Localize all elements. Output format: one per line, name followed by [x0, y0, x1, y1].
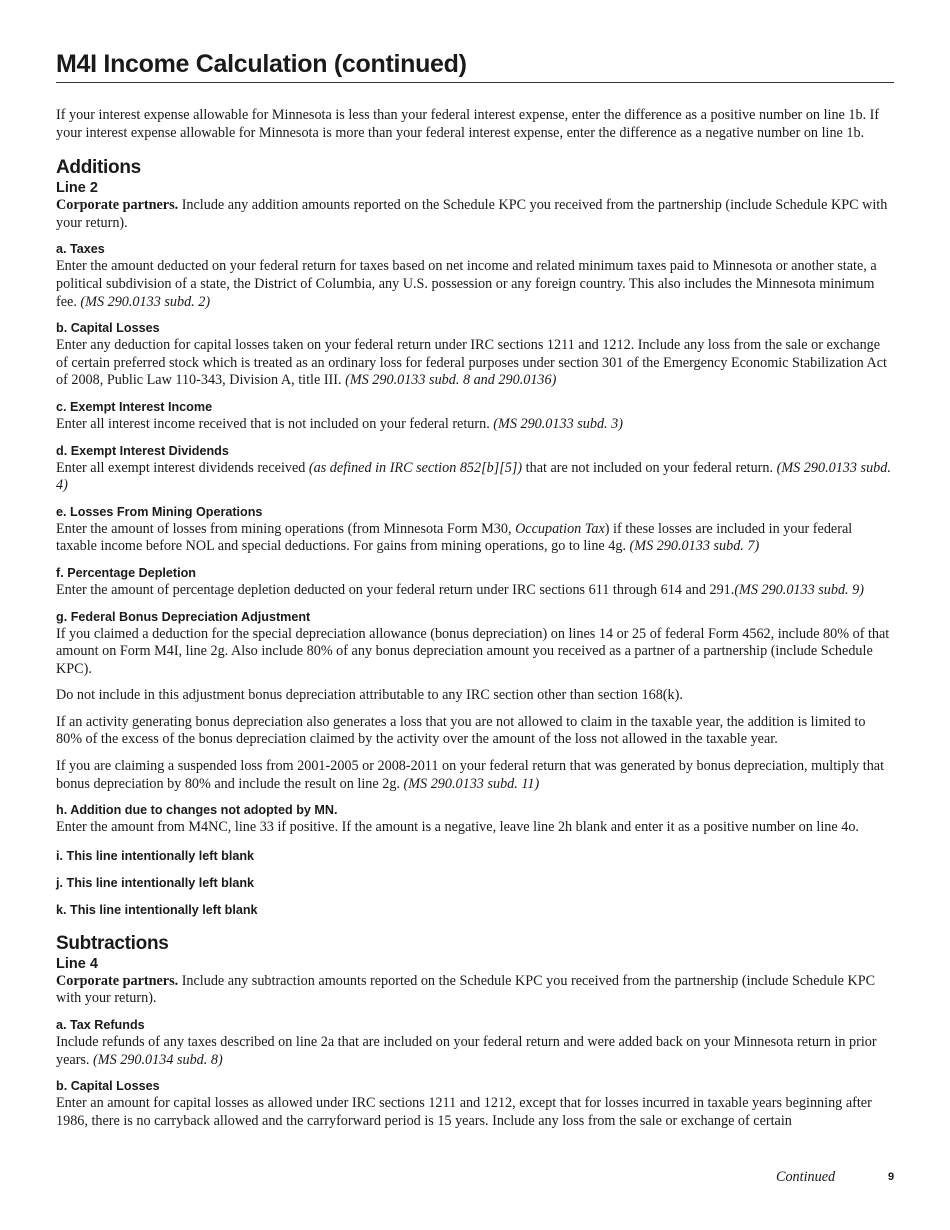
line-2a-heading: a. Taxes	[56, 242, 105, 257]
line-2d-text: Enter all exempt interest dividends received (as defined in IRC section 852[b][5]) that are not included on your federal return. (MS 290.0133 subd. 4)	[56, 459, 891, 494]
line-2g-heading: g. Federal Bonus Depreciation Adjustment	[56, 609, 311, 624]
line-2a-text: Enter the amount deducted on your federal return for taxes based on net income and related minimum taxes paid to Minnesota or another state, a political subdivision of a state, the District of Columbia, any U.S. possession or any foreign country. This also includes the Minnesota minimum fee. (MS 290.0133 subd. 2)	[56, 258, 877, 310]
additions-corporate-partners: Corporate partners. Include any addition amounts reported on the Schedule KPC you received from the partnership (include Schedule KPC with your return).	[56, 197, 888, 231]
additions-heading: Additions	[56, 157, 141, 179]
line-2f-text: Enter the amount of percentage depletion deducted on your federal return under IRC sections 611 through 614 and 291.(MS 290.0133 subd. 9)	[56, 581, 864, 598]
line-4b-heading: b. Capital Losses	[56, 1079, 160, 1094]
corporate-partners-lead: Corporate partners.	[56, 972, 179, 989]
citation: (MS 290.0133 subd. 2)	[80, 293, 211, 310]
page-number: 9	[888, 1171, 895, 1183]
intro-paragraph: If your interest expense allowable for Minnesota is less than your federal interest expense, enter the difference as a positive number on line 1b. If your interest expense allowable for Minnesota is more than your federal interest expense, enter the difference as a negative number on line 1b.	[56, 107, 880, 141]
citation: (MS 290.0134 subd. 8)	[93, 1051, 223, 1068]
additions-line-label: Line 2	[56, 180, 98, 197]
citation: (MS 290.0133 subd. 7)	[629, 538, 760, 555]
line-2b-heading: b. Capital Losses	[56, 321, 160, 336]
line-2i-heading: i. This line intentionally left blank	[56, 848, 255, 863]
continued-label: Continued	[776, 1169, 836, 1185]
citation: (MS 290.0133 subd. 3)	[493, 415, 623, 432]
page-title: M4I Income Calculation (continued)	[56, 50, 894, 83]
line-2g-text-4: If you are claiming a suspended loss from 2001-2005 or 2008-2011 on your federal return that was generated by bonus depreciation, multiply that bonus depreciation by 80% and include the result on line 2g. (MS 290.0133 subd. 11)	[56, 758, 885, 792]
line-2c-heading: c. Exempt Interest Income	[56, 399, 213, 414]
line-2h-heading: h. Addition due to changes not adopted by MN.	[56, 803, 338, 818]
line-2e-heading: e. Losses From Mining Operations	[56, 504, 263, 519]
line-2k-heading: k. This line intentionally left blank	[56, 902, 258, 917]
line-2g-text-3: If an activity generating bonus depreciation also generates a loss that you are not allowed to claim in the taxable year, the addition is limited to 80% of the excess of the bonus depreciation claimed by the activity over the amount of the loss not allowed in the taxable year.	[56, 713, 866, 748]
line-4b-text: Enter an amount for capital losses as allowed under IRC sections 1211 and 1212, except that for losses incurred in taxable years beginning after 1986, there is no carryback allowed and the carryforward period is 15 years. Include any loss from the sale or exchange of certain	[56, 1095, 872, 1129]
subtractions-heading: Subtractions	[56, 932, 169, 954]
line-2f-heading: f. Percentage Depletion	[56, 565, 196, 580]
line-2c-text: Enter all interest income received that is not included on your federal return. (MS 290.0133 subd. 3)	[56, 415, 623, 432]
line-2e-text: Enter the amount of losses from mining operations (from Minnesota Form M30, Occupation Tax) if these losses are included in your federal taxable income before NOL and special deductions. For gains from mining operations, go to line 4g. (MS 290.0133 subd. 7)	[56, 520, 853, 555]
page-content	[56, 50, 894, 1130]
citation: (MS 290.0133 subd. 9)	[734, 581, 864, 598]
corporate-partners-lead: Corporate partners.	[56, 197, 179, 214]
line-2d-heading: d. Exempt Interest Dividends	[56, 443, 229, 458]
line-2j-heading: j. This line intentionally left blank	[56, 875, 255, 890]
line-2h-text: Enter the amount from M4NC, line 33 if positive. If the amount is a negative, leave line 2h blank and enter it as a positive number on line 4o.	[56, 819, 859, 836]
subtractions-corporate-partners: Corporate partners. Include any subtraction amounts reported on the Schedule KPC you received from the partnership (include Schedule KPC with your return).	[56, 972, 876, 1007]
citation: (MS 290.0133 subd. 11)	[403, 775, 540, 792]
subtractions-line-label: Line 4	[56, 955, 98, 972]
line-4a-text: Include refunds of any taxes described on line 2a that are included on your federal return and were added back on your Minnesota return in prior years. (MS 290.0134 subd. 8)	[56, 1034, 877, 1068]
line-2b-text: Enter any deduction for capital losses taken on your federal return under IRC sections 1211 and 1212. Include any loss from the sale or exchange of certain preferred stock which is treated as an ordinary loss for federal purposes under section 301 of the Emergency Economic Stabilization Act of 2008, Public Law 110-343, Division A, title III. (MS 290.0133 subd. 8 and 290.0136)	[56, 337, 887, 389]
line-2g-text-1: If you claimed a deduction for the special depreciation allowance (bonus depreciation) on lines 14 or 25 of federal Form 4562, include 80% of that amount on Form M4I, line 2g. Also include 80% of any bonus depreciation amount you received as a partner of a partnership (include Schedule KPC).	[56, 625, 890, 677]
line-4a-heading: a. Tax Refunds	[56, 1018, 145, 1033]
citation: (MS 290.0133 subd. 8 and 290.0136)	[345, 372, 557, 389]
citation: (MS 290.0133 subd. 4)	[56, 459, 891, 494]
line-2g-text-2: Do not include in this adjustment bonus depreciation attributable to any IRC section other than section 168(k).	[56, 687, 683, 704]
